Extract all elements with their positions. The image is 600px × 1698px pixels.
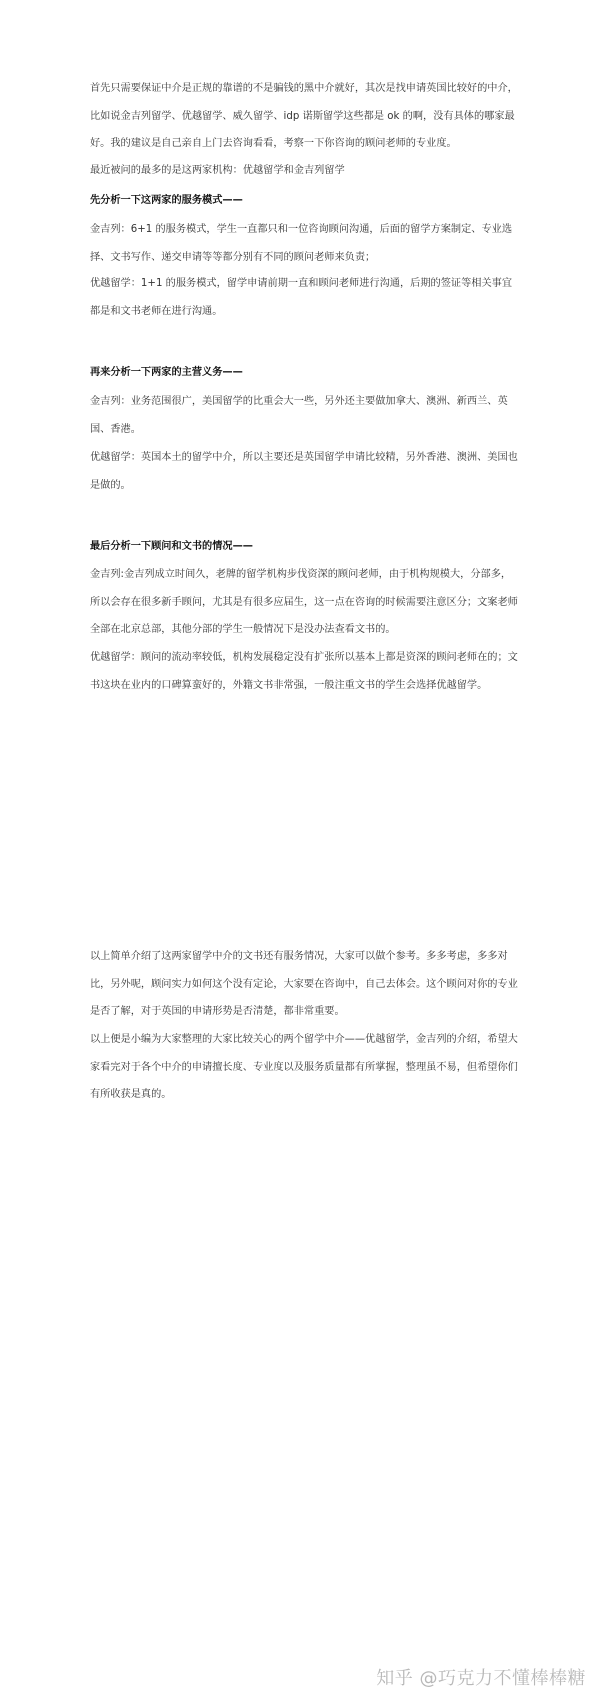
- paragraph-intro: 首先只需要保证中介是正规的靠谱的不是骗钱的黑中介就好，其次是找申请英国比较好的中介，比如说金吉列留学、优越留学、威久留学、idp 诺斯留学这些都是 ok 的啊，没有具体的哪家最好。我的建议是自己亲自上门去咨询看看，考察一下你咨询的顾问老师的专业度。: [90, 83, 518, 149]
- paragraph-jinjilie-business: 金吉列：业务范围很广，美国留学的比重会大一些，另外还主要做加拿大、澳洲、新西兰、英国、香港。: [90, 396, 508, 435]
- paragraph-youyue-consultants: 优越留学：顾问的流动率较低，机构发展稳定没有扩张所以基本上都是资深的顾问老师在的；文书这块在业内的口碑算蛮好的，外籍文书非常强，一般注重文书的学生会选择优越留学。: [90, 652, 518, 691]
- paragraph-most-asked: 最近被问的最多的是这两家机构：优越留学和金吉列留学: [90, 165, 345, 176]
- heading-service-mode: 先分析一下这两家的服务模式——: [90, 195, 243, 206]
- heading-main-business: 再来分析一下两家的主营义务——: [90, 367, 243, 378]
- paragraph-youyue-business: 优越留学：英国本土的留学中介，所以主要还是英国留学申请比较精，另外香港、澳洲、美国也是做的。: [90, 452, 518, 491]
- paragraph-summary: 以上简单介绍了这两家留学中介的文书还有服务情况，大家可以做个参考。多多考虑，多多对比，另外呢，顾问实力如何这个没有定论，大家要在咨询中，自己去体会。这个顾问对你的专业是否了解，对于英国的申请形势是否清楚，都非常重要。: [90, 951, 518, 1017]
- paragraph-jinjilie-consultants: 金吉列:金吉列成立时间久，老牌的留学机构步伐资深的顾问老师，由于机构规模大，分部多，所以会存在很多新手顾问，尤其是有很多应届生，这一点在咨询的时候需要注意区分；文案老师全部在北京总部，其他分部的学生一般情况下是没办法查看文书的。: [90, 569, 518, 635]
- paragraph-youyue-service: 优越留学：1+1 的服务模式，留学申请前期一直和顾问老师进行沟通，后期的签证等相关事宜都是和文书老师在进行沟通。: [90, 278, 513, 317]
- paragraph-jinjilie-service: 金吉列：6+1 的服务模式，学生一直都只和一位咨询顾问沟通，后面的留学方案制定、专业选择、文书写作、递交申请等等都分别有不同的顾问老师来负责；: [90, 224, 513, 263]
- heading-consultants-documents: 最后分析一下顾问和文书的情况——: [90, 541, 253, 552]
- zhihu-watermark: 知乎 @巧克力不懂棒棒糖: [376, 1668, 586, 1689]
- paragraph-conclusion: 以上便是小编为大家整理的大家比较关心的两个留学中介——优越留学，金吉列的介绍，希望大家看完对于各个中介的申请擅长度、专业度以及服务质量都有所掌握，整理虽不易，但希望你们有所收获是真的。: [90, 1034, 518, 1100]
